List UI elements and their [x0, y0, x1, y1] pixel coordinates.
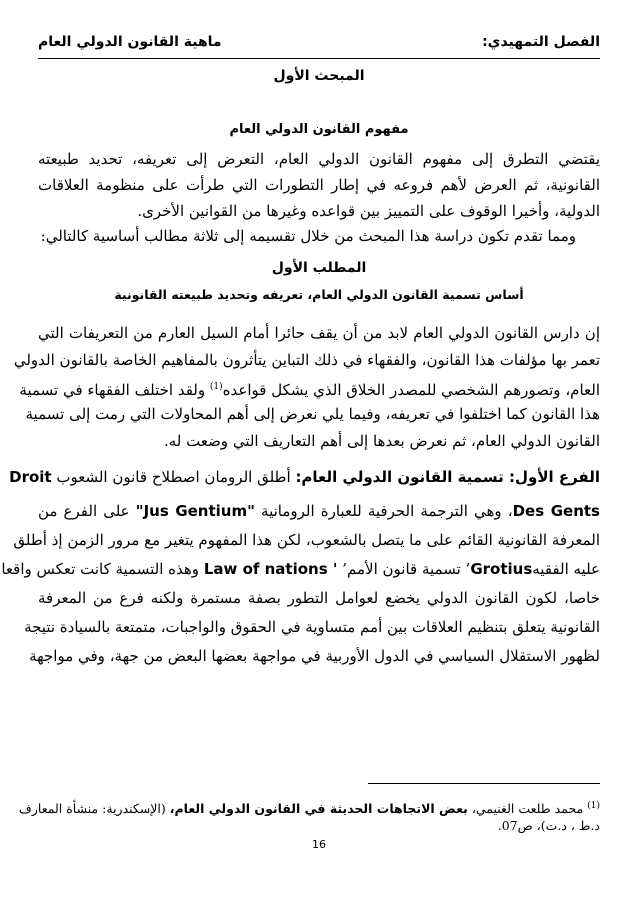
branch-text: أطلق الرومان اصطلاح قانون الشعوب	[56, 468, 291, 486]
footnote-publisher: (الإسكندرية: منشأة المعارف	[18, 801, 166, 817]
body-text: ’ تسمية قانون الأمم’	[342, 560, 471, 578]
intro-line: الدولية، وأخيرا الوقوف على التمييز بين قواعده وغيرها من القوانين الأخرى.	[137, 202, 600, 220]
subsection-subtitle: أساس تسمية القانون الدولي العام، تعريفه وتحديد طبيعته القانونية	[114, 287, 524, 302]
branch-heading: الفرع الأول: تسمية القانون الدولي العام:	[295, 468, 600, 486]
footnote-marker: (1)	[587, 801, 600, 811]
body-line: القانونية يتعلق بتنظيم العلاقات بين أمم متساوية في الحقوق والواجبات، متمتعة بالسيادة نتيجة	[24, 618, 600, 636]
body-text: على الفرع من	[38, 502, 130, 520]
body-text: العام، وتصورهم الشخصي للمصدر الخلاق الذي يشكل قواعده	[222, 381, 600, 399]
term-des-gents: Des Gents	[512, 502, 600, 520]
footnote-ref: (1)	[209, 382, 223, 392]
concept-title: مفهوم القانون الدولي العام	[229, 122, 409, 137]
footnote-author: محمد طلعت الغنيمي،	[471, 801, 584, 817]
header-topic: ماهية القانون الدولي العام	[38, 34, 222, 50]
intro-line: ومما تقدم تكون دراسة هذا المبحث من خلال تقسيمه إلى ثلاثة مطالب أساسية كالتالي:	[40, 227, 576, 245]
intro-line: القانونية، ثم العرض لأهم فروعه في إطار التطورات التي طرأت على منظومة العلاقات	[38, 176, 600, 194]
term-law-of-nations: ' Law of nations	[203, 560, 338, 578]
body-text: عليه الفقيه	[532, 560, 600, 578]
body-line	[38, 500, 600, 522]
footnote-title: بعض الاتجاهات الحديثة في القانون الدولي العام،	[169, 801, 468, 817]
term-jus-gentium: "Jus Gentium"	[135, 502, 255, 520]
term-droit: Droit	[9, 468, 52, 486]
intro-line: يقتضي التطرق إلى مفهوم القانون الدولي العام، التعرض إلى تعريفه، تحديد طبيعته	[38, 150, 600, 168]
body-text: ولقد اختلف الفقهاء في تسمية	[19, 381, 206, 399]
body-line: لظهور الاستقلال السياسي في الدول الأوربية في مواجهة بعضها البعض من جهة، وفي مواجهة	[29, 647, 600, 665]
body-text: ، وهي الترجمة الحرفية للعبارة الرومانية	[261, 502, 513, 520]
header-rule	[38, 58, 600, 59]
footnote-rule	[368, 783, 600, 784]
footnote-line: د.ط ، د.ت)، ص07.	[497, 818, 600, 833]
body-line	[1, 558, 600, 580]
header-chapter: الفصل التمهيدي:	[482, 34, 600, 50]
page-number: 16	[312, 838, 326, 851]
running-header	[38, 34, 600, 56]
term-grotius: Grotius	[470, 560, 533, 578]
body-line: تعمر بها مؤلفات هذا القانون، والفقهاء في ذلك التباين يتأثرون بالمفاهيم الخاصة بالقانون الدولي	[13, 351, 600, 369]
body-line: القانون الدولي العام، ثم نعرض بعدها إلى أهم التعاريف التي وضعت له.	[163, 432, 600, 450]
body-line	[19, 376, 600, 401]
body-line: إن دارس القانون الدولي العام لابد من أن يقف حائرا أمام السيل العارم من التعريفات التي	[38, 324, 600, 342]
body-text: وهذه التسمية كانت تعكس واقعا	[1, 560, 200, 578]
branch-heading-line	[9, 466, 600, 488]
body-line: هذا القانون كما اختلفوا في تعريفه، وفيما يلي نعرض إلى أهم المحاولات التي رمت إلى تسمية	[25, 405, 600, 423]
section-title: المبحث الأول	[273, 68, 365, 84]
subsection-title: المطلب الأول	[271, 260, 367, 276]
body-line: المعرفة القانونية القائم على ما يتصل بالشعوب، لكن هذا المفهوم يتغير مع مرور الزمن إذ أطلق	[13, 531, 600, 549]
body-line: خاصا، لكون القانون الدولي يخضع لعوامل التطور بصفة مستمرة ولكنه فرع من المعرفة	[38, 589, 600, 607]
